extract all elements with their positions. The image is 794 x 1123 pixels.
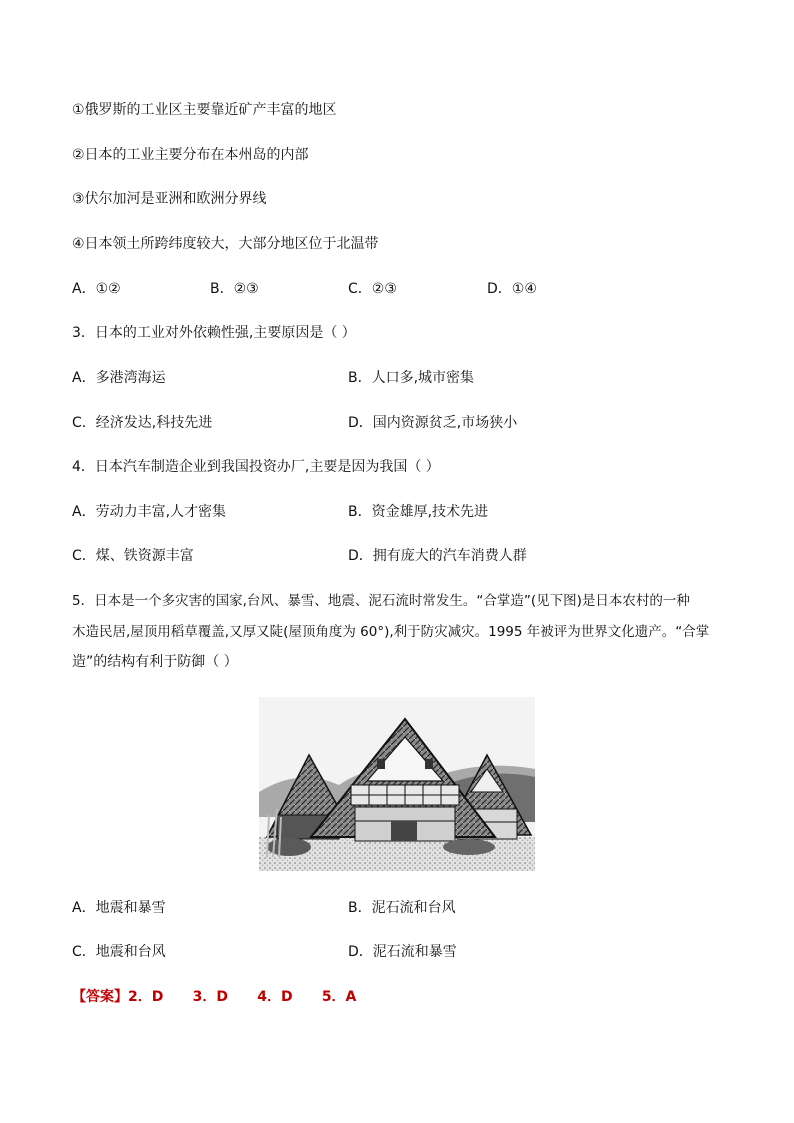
statement-3: ③伏尔加河是亚洲和欧洲分界线 <box>72 191 267 207</box>
q5-stem-line-1: 5．日本是一个多灾害的国家,台风、暴雪、地震、泥石流时常发生。“合掌造”(见下图)是日本农村的一种 <box>72 593 690 609</box>
q5-stem-line-3: 造”的结构有利于防御（ ） <box>72 654 238 670</box>
statement-4: ④日本领土所跨纬度较大，大部分地区位于北温带 <box>72 236 379 252</box>
q5-stem-line-2: 木造民居,屋顶用稻草覆盖,又厚又陡(屋顶角度为 60°),利于防灾减灾。1995 年被评为世界文化遗产。“合掌 <box>72 624 710 640</box>
q2-option-b: B．②③ <box>210 281 259 297</box>
q5-option-b: B．泥石流和台风 <box>348 900 456 916</box>
q5-option-c: C．地震和台风 <box>72 944 166 960</box>
q3-option-c: C．经济发达,科技先进 <box>72 415 213 431</box>
answer-key: 【答案】2．D 3．D 4．D 5．A <box>72 989 357 1005</box>
q3-option-a: A．多港湾海运 <box>72 370 166 386</box>
q2-option-c: C．②③ <box>348 281 397 297</box>
q5-option-a: A．地震和暴雪 <box>72 900 166 916</box>
q4-stem: 4．日本汽车制造企业到我国投资办厂,主要是因为我国（ ） <box>72 459 440 475</box>
q3-stem: 3．日本的工业对外依赖性强,主要原因是（ ） <box>72 325 356 341</box>
gassho-house-photo <box>259 697 535 871</box>
q2-option-d: D．①④ <box>487 281 537 297</box>
q4-option-a: A．劳动力丰富,人才密集 <box>72 504 227 520</box>
q2-option-a: A．①② <box>72 281 121 297</box>
q4-option-b: B．资金雄厚,技术先进 <box>348 504 489 520</box>
statement-2: ②日本的工业主要分布在本州岛的内部 <box>72 147 309 163</box>
q3-option-d: D．国内资源贫乏,市场狭小 <box>348 415 518 431</box>
q4-option-c: C．煤、铁资源丰富 <box>72 548 194 564</box>
q4-option-d: D．拥有庞大的汽车消费人群 <box>348 548 527 564</box>
q5-option-d: D．泥石流和暴雪 <box>348 944 457 960</box>
q3-option-b: B．人口多,城市密集 <box>348 370 475 386</box>
statement-1: ①俄罗斯的工业区主要靠近矿产丰富的地区 <box>72 102 337 118</box>
